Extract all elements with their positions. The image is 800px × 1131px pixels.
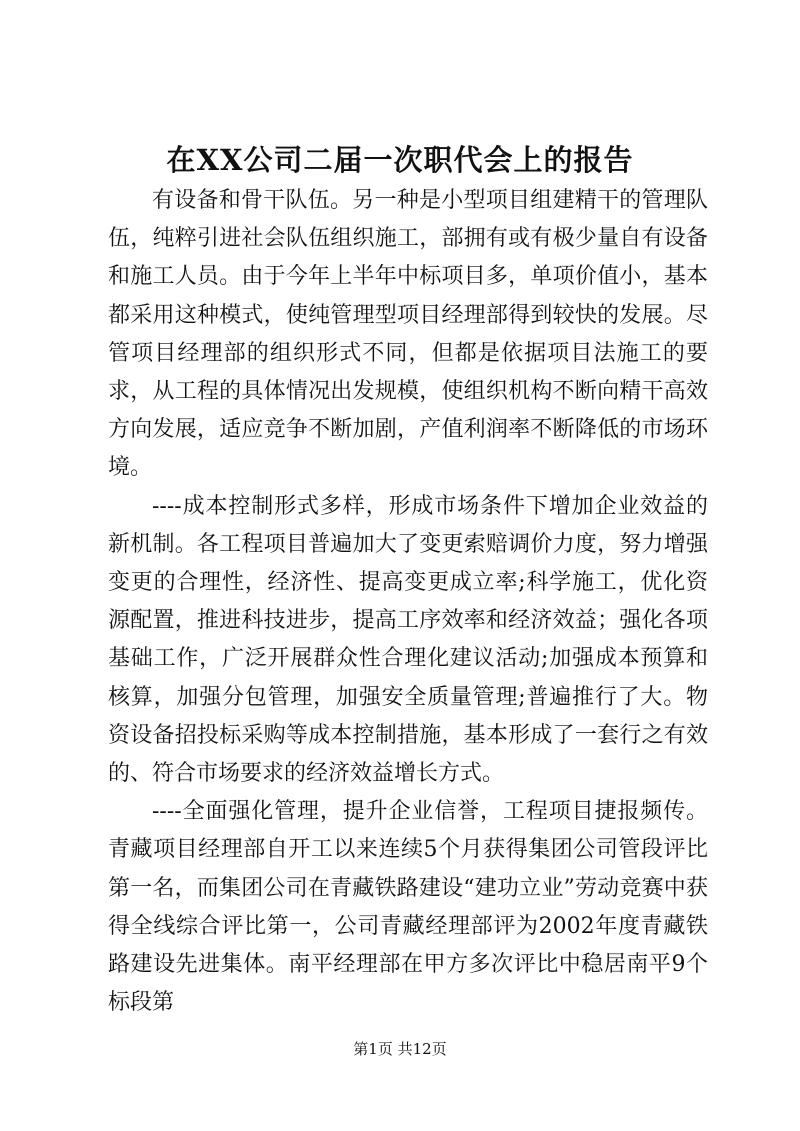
paragraph-1: 有设备和骨干队伍。另一种是小型项目组建精干的管理队伍，纯粹引进社会队伍组织施工，部拥有或有极少量自有设备和施工人员。由于今年上半年中标项目多，单项价值小，基本都采用这种模式，使纯管理型项目经理部得到较快的发展。尽管项目经理部的组织形式不同，但都是依据项目法施工的要求，从工程的具体情况出发规模，使组织机构不断向精干高效方向发展，适应竞争不断加剧，产值利润率不断降低的市场环境。 [108, 188, 708, 481]
paragraph-2: ----成本控制形式多样，形成市场条件下增加企业效益的新机制。各工程项目普遍加大了变更索赔调价力度，努力增强变更的合理性，经济性、提高变更成立率;科学施工，优化资源配置，推进科技进步，提高工序效率和经济效益；强化各项基础工作，广泛开展群众性合理化建议活动;加强成本预算和核算，加强分包管理，加强安全质量管理;普遍推行了大。物资设备招投标采购等成本控制措施，基本形成了一套行之有效的、符合市场要求的经济效益增长方式。 [108, 493, 708, 787]
page-number-footer: 第1页 共12页 [353, 1040, 447, 1058]
document-body [108, 182, 708, 1022]
paragraph-3: ----全面强化管理，提升企业信誉，工程项目捷报频传。青藏项目经理部自开工以来连续5个月获得集团公司管段评比第一名，而集团公司在青藏铁路建设“建功立业”劳动竞赛中获得全线综合评比第一，公司青藏经理部评为2002年度青藏铁路建设先进集体。南平经理部在甲方多次评比中稳居南平9个标段第 [108, 799, 708, 1016]
document-title: 在XX公司二届一次职代会上的报告 [166, 143, 634, 177]
